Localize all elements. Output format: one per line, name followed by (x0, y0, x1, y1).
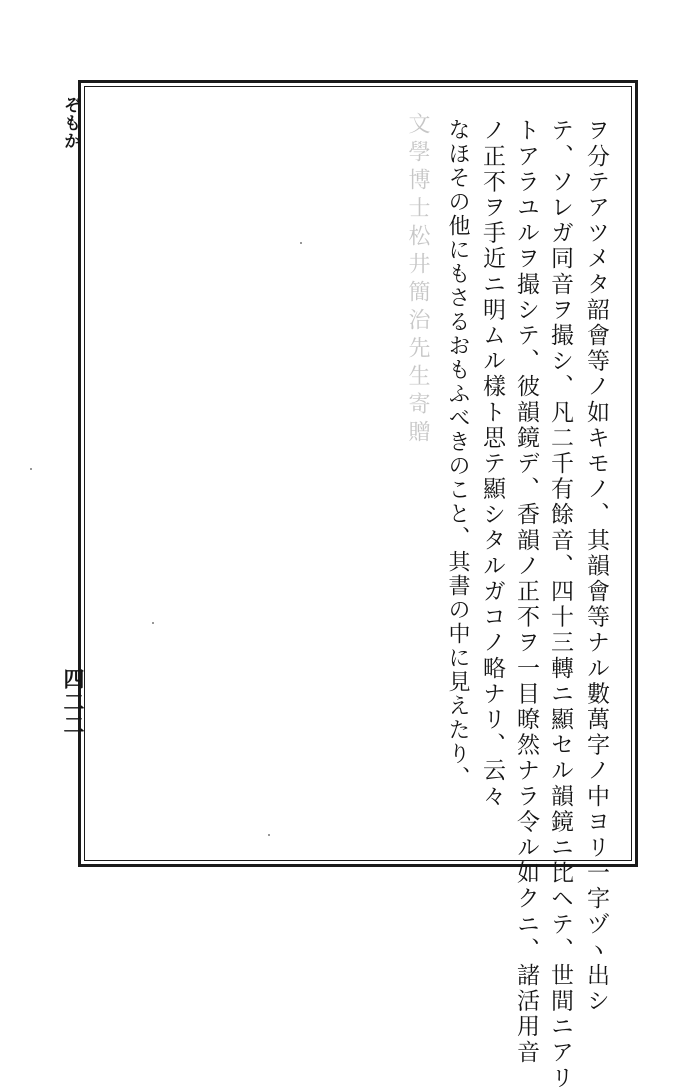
scan-speck (152, 622, 154, 624)
text-column-3: トアラユルヲ撮シテ、彼韻鏡デ、香韻ノ正不ヲ一目暸然ナラ令ル如クニ、諸活用音 (513, 118, 539, 1066)
scan-speck (300, 242, 302, 244)
scan-speck (30, 468, 32, 470)
text-column-2: テ、ソレガ同音ヲ撮シ、凡二千有餘音、四十三轉ニ顯セル韻鏡ニ比ヘテ、世間ニアリ (547, 118, 573, 1091)
margin-title: ぞもか (60, 96, 80, 150)
scan-speck (268, 834, 270, 836)
library-stamp: 文學博士松井簡治先生寄贈 (405, 112, 430, 448)
text-column-4: ノ正不ヲ手近ニ明ムル樣ト思テ顯シタルガコノ略ナリ、云々 (479, 118, 505, 810)
text-column-5: なほその他にもさるおもふべきのこと、其書の中に見えたり、 (445, 118, 470, 790)
text-column-1: ヲ分テアツメタ韶會等ノ如キモノ、其韻會等ナル數萬字ノ中ヨリ一字ヅヽ出シ (583, 118, 609, 1014)
page-number: 四二二 (61, 668, 86, 737)
